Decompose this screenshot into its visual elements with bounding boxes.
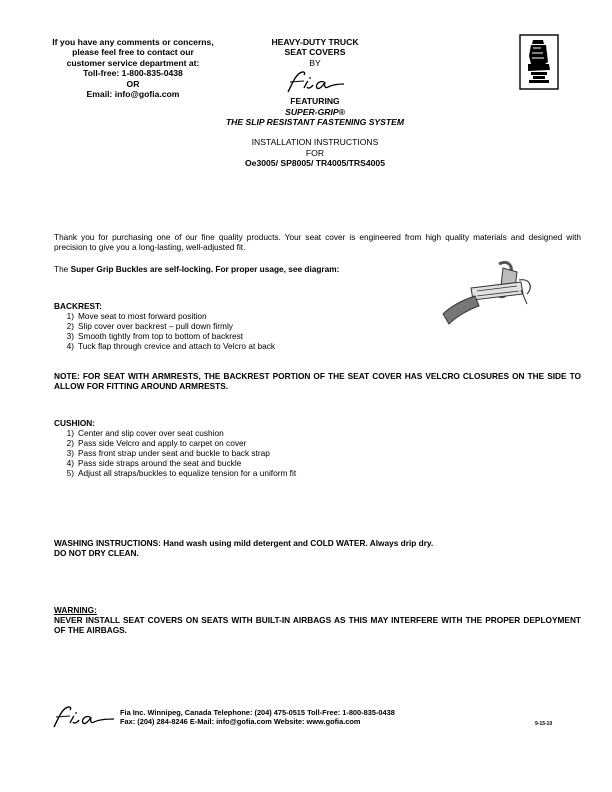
contact-email: Email: info@gofia.com (86, 89, 180, 100)
product-subtitle: SEAT COVERS (284, 47, 346, 58)
footer-contact (120, 708, 395, 726)
list-item: 2) Pass side Velcro and apply to carpet on cover (66, 438, 247, 448)
featuring-label: FEATURING (290, 96, 340, 107)
revision-date: 9-15-10 (535, 721, 553, 727)
title-block (190, 37, 440, 169)
buckle-diagram-icon (437, 258, 537, 338)
buckle-note: The Super Grip Buckles are self-locking. For proper usage, see diagram: (54, 264, 340, 274)
list-item: 1) Move seat to most forward position (66, 311, 207, 321)
contact-line: please feel free to contact our (72, 47, 194, 58)
backrest-steps (54, 311, 275, 351)
product-title: HEAVY-DUTY TRUCK (271, 37, 359, 47)
cushion-steps (54, 428, 296, 478)
list-item: 1) Center and slip cover over seat cushion (66, 428, 224, 438)
list-item: 3) Smooth tightly from top to bottom of backrest (66, 331, 244, 341)
model-numbers: Oe3005/ SP8005/ TR4005/TRS4005 (245, 158, 385, 169)
contact-line: customer service department at: (66, 57, 200, 68)
seat-icon (519, 34, 559, 90)
footer-line: Fax: (204) 284-8246 E-Mail: info@gofia.com Website: www.gofia.com (120, 717, 361, 726)
dry-clean-warning: DO NOT DRY CLEAN. (54, 548, 139, 558)
fastening-system-label: THE SLIP RESISTANT FASTENING SYSTEM (225, 117, 405, 128)
backrest-section (54, 301, 275, 351)
footer-line: Fia Inc. Winnipeg, Canada Telephone: (204) 475-0515 Toll-Free: 1-800-835-0438 (120, 708, 395, 717)
warning-heading: WARNING: (54, 605, 97, 615)
contact-or: OR (126, 78, 140, 89)
cushion-heading: CUSHION: (54, 418, 96, 428)
list-item: 3) Pass front strap under seat and buckle to back strap (66, 448, 270, 458)
cushion-section (54, 418, 296, 478)
by-label: BY (309, 57, 321, 68)
fia-logo (282, 70, 348, 94)
armrest-note: NOTE: FOR SEAT WITH ARMRESTS, THE BACKREST PORTION OF THE SEAT COVER HAS VELCRO CLOSURES ON THE SIDE TO ALLOW FOR FITTING AROUND ARMRESTS. (54, 371, 581, 391)
intro-paragraph: Thank you for purchasing one of our fine quality products. Your seat cover is engineered from high quality materials and designed with precision to give you a long-lasting, well-adjusted fit. (54, 232, 581, 252)
list-item: 2) Slip cover over backrest – pull down firmly (66, 321, 233, 331)
washing-line: WASHING INSTRUCTIONS: Hand wash using mild detergent and COLD WATER. Always drip dry. (54, 538, 434, 548)
airbag-warning (54, 605, 581, 635)
backrest-heading: BACKREST: (54, 301, 102, 311)
for-label: FOR (305, 147, 325, 158)
warning-text: NEVER INSTALL SEAT COVERS ON SEATS WITH BUILT-IN AIRBAGS AS THIS MAY INTERFERE WITH THE PROPER DEPLOYMENT OF THE AIRBAGS. (54, 615, 581, 635)
fia-footer-logo (50, 705, 116, 729)
super-grip-label: SUPER-GRIP® (285, 106, 345, 117)
contact-line: If you have any comments or concerns, (52, 37, 214, 47)
contact-phone: Toll-free: 1-800-835-0438 (83, 68, 183, 79)
washing-instructions (54, 538, 433, 558)
list-item: 5) Adjust all straps/buckles to equalize tension for a uniform fit (66, 468, 297, 478)
instructions-heading: INSTALLATION INSTRUCTIONS (251, 137, 379, 148)
list-item: 4) Tuck flap through crevice and attach to Velcro at back (66, 341, 276, 351)
list-item: 4) Pass side straps around the seat and buckle (66, 458, 242, 468)
footer (50, 705, 395, 731)
